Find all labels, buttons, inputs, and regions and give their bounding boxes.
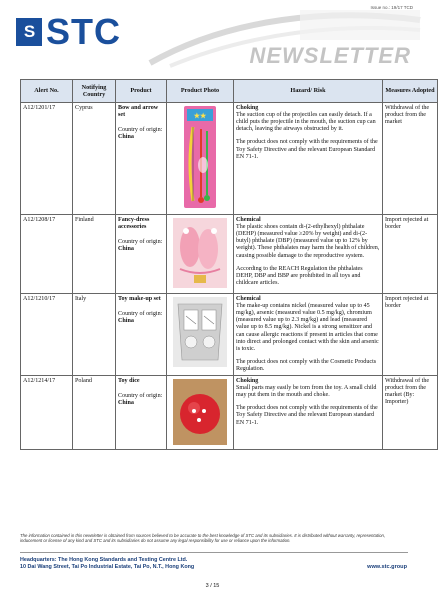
origin-label: Country of origin: xyxy=(118,238,163,245)
website-link[interactable]: www.stc.group xyxy=(367,564,407,570)
table-row xyxy=(21,103,438,215)
hazard-text: Small parts may easily be torn from the toy. A small child may put them in the mouth and choke. xyxy=(236,384,377,398)
alert-no: A12/1201/17 xyxy=(21,103,73,215)
notifying-country: Cyprus xyxy=(73,103,116,215)
col-product-photo: Product Photo xyxy=(167,80,234,103)
hazard-compliance: The product does not comply with the Cosmetic Products Regulation. xyxy=(236,359,377,373)
table-row xyxy=(21,376,438,450)
hazard-compliance: The product does not comply with the requirements of the Toy Safety Directive and the relevant European standard EN 71-1. xyxy=(236,405,378,426)
svg-text:★★: ★★ xyxy=(193,113,207,120)
hazard-regulation: According to the REACH Regulation the phthalates DEHP, DBP and BBP are prohibited in all toys and childcare articles. xyxy=(236,265,363,287)
table-row xyxy=(21,215,438,294)
notifying-country: Poland xyxy=(73,376,116,450)
hazard-text: The suction cup of the projectiles can easily detach. If a child puts the projectile in the mouth, the suction cup can detach, leaving the airways obstructed by it. xyxy=(236,111,376,133)
origin-label: Country of origin: xyxy=(118,310,163,317)
hazard-text: The plastic shoes contain di-(2-ethylhexyl) phthalate (DEHP) (measured value ≥20% by weight) and di-(2-butyl) phthalate (DBP) (measured value up to 12% by weight). These phthalates may harm the health of children, causing possible damage to the reproductive system. xyxy=(236,223,380,259)
product-name: Toy make-up set xyxy=(118,295,161,302)
headquarters-address xyxy=(20,557,194,571)
hazard-cell xyxy=(234,376,383,450)
table-header-row xyxy=(21,80,438,103)
product-photo-cell xyxy=(167,103,234,215)
product-cell xyxy=(116,103,167,215)
page-number: 3 / 15 xyxy=(205,583,220,589)
stc-logo-icon: S xyxy=(16,18,42,46)
product-cell xyxy=(116,376,167,450)
hazard-cell xyxy=(234,215,383,294)
disclaimer-text: The information contained in this newsletter is obtained from sources believed to be accurate to the best knowledge of STC and its subsidiaries. It is distributed without warranty, representation, inducement or license of any kind and STC and its subsidiaries do not assume any legal responsibility for use or reliance upon the information. xyxy=(20,533,386,543)
origin-country: China xyxy=(118,134,134,141)
hazard-cell xyxy=(234,103,383,215)
measure-adopted: Withdrawal of the product from the market xyxy=(383,103,438,215)
measure-adopted: Import rejected at border xyxy=(383,294,438,376)
newsletter-header xyxy=(0,0,425,78)
product-name: Toy dice xyxy=(118,377,140,384)
notifying-country: Finland xyxy=(73,215,116,294)
hq-line-1: Headquarters: The Hong Kong Standards and Testing Centre Ltd. xyxy=(20,557,188,563)
hazard-title: Chemical xyxy=(236,295,261,302)
hq-line-2: 10 Dai Wang Street, Tai Po Industrial Estate, Tai Po, N.T., Hong Kong xyxy=(20,564,195,570)
product-cell xyxy=(116,294,167,376)
origin-label: Country of origin: xyxy=(118,392,163,399)
hazard-title: Chemical xyxy=(236,216,261,223)
measure-adopted: Import rejected at border xyxy=(383,215,438,294)
product-photo-cell xyxy=(167,294,234,376)
toy-makeup-set-photo xyxy=(172,296,228,368)
hazard-title: Choking xyxy=(236,104,259,111)
hazard-compliance: The product does not comply with the requirements of the Toy Safety Directive and the relevant European Standard EN 71-1. xyxy=(236,139,378,160)
origin-country: China xyxy=(118,399,134,406)
hazard-cell xyxy=(234,294,383,376)
product-photo-cell xyxy=(167,376,234,450)
col-alert-no: Alert No. xyxy=(21,80,73,103)
alerts-table xyxy=(20,79,438,450)
alert-no: A12/1214/17 xyxy=(21,376,73,450)
issue-number: Issue no.: 19/17 TCD xyxy=(370,5,413,10)
measure-adopted: Withdrawal of the product from the market (By: Importer) xyxy=(383,376,438,450)
origin-country: China xyxy=(118,317,134,324)
footer-divider xyxy=(20,552,408,553)
notifying-country: Italy xyxy=(73,294,116,376)
alert-no: A12/1210/17 xyxy=(21,294,73,376)
col-hazard-risk: Hazard/ Risk xyxy=(234,80,383,103)
hazard-text: The make-up contains nickel (measured value up to 45 mg/kg), arsenic (measured value 0.5 mg/kg), chromium (measured value up to 2.3 mg/kg) and lead (measured value up to 8.5 mg/kg). Nickel is a strong sensitizer and can cause allergic reactions if present in articles that come into direct and prolonged contact with the skin and arsenic is toxic. xyxy=(236,302,379,352)
bow-arrow-photo xyxy=(183,105,217,209)
stc-logo-text: STC xyxy=(46,11,121,52)
origin-label: Country of origin: xyxy=(118,126,163,133)
table-row xyxy=(21,294,438,376)
product-cell xyxy=(116,215,167,294)
toy-dice-photo xyxy=(172,378,228,446)
col-notifying-country: Notifying Country xyxy=(73,80,116,103)
col-product: Product xyxy=(116,80,167,103)
product-photo-cell xyxy=(167,215,234,294)
origin-country: China xyxy=(118,246,134,253)
fancy-dress-accessories-photo xyxy=(172,217,228,289)
product-name: Bow and arrow set xyxy=(118,104,159,118)
hazard-title: Choking xyxy=(236,377,259,384)
product-name: Fancy-dress accessories xyxy=(118,216,150,230)
alert-no: A12/1208/17 xyxy=(21,215,73,294)
col-measures-adopted: Measures Adopted xyxy=(383,80,438,103)
newsletter-title: NEWSLETTER xyxy=(249,43,411,68)
